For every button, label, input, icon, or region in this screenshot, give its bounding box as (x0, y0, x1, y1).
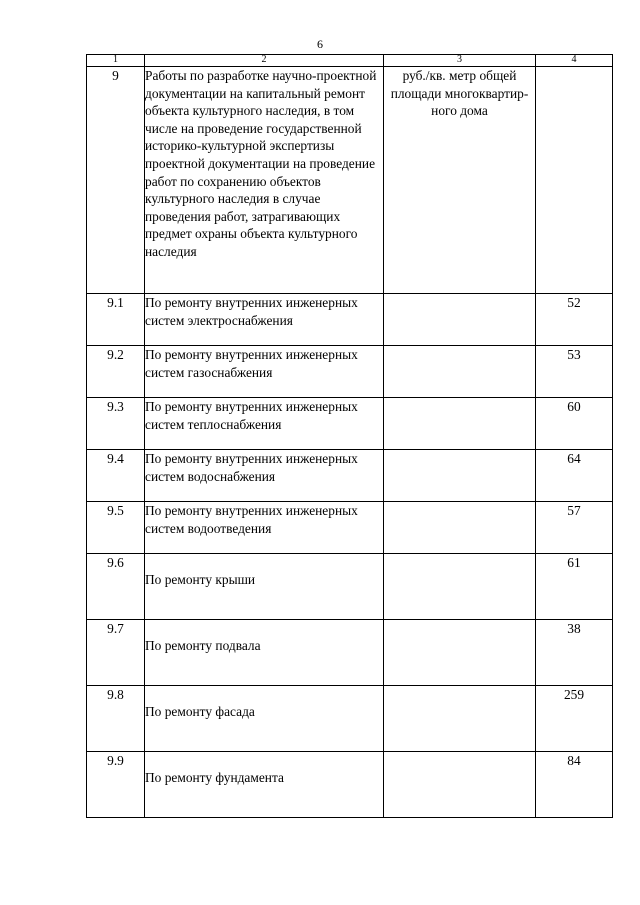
row-unit (384, 752, 536, 818)
row-value: 84 (536, 752, 613, 818)
row-number: 9.2 (87, 346, 145, 398)
row-value: 61 (536, 554, 613, 620)
row-number: 9.4 (87, 450, 145, 502)
row-number: 9.6 (87, 554, 145, 620)
row-unit (384, 294, 536, 346)
table-row-main (87, 67, 613, 294)
row-value: 52 (536, 294, 613, 346)
row-name: По ремонту внутренних инженерных систем водоотведения (145, 502, 384, 554)
row-number: 9.9 (87, 752, 145, 818)
column-number-row (87, 55, 613, 67)
table-row (87, 620, 613, 686)
column-number: 3 (384, 55, 536, 67)
table-row (87, 752, 613, 818)
table-row (87, 686, 613, 752)
row-unit: руб./кв. метр общей площади многоквартир-ного дома (384, 67, 536, 294)
row-unit (384, 686, 536, 752)
row-name: Работы по разработке научно-проектной документации на капитальный ремонт объекта культурного наследия, в том числе на проведение государственной историко-культурной экспертизы проектной документации на проведение работ по сохранению объектов культурного наследия в случае проведения работ, затрагивающих предмет охраны объекта культурного наследия (145, 67, 384, 294)
row-number: 9.7 (87, 620, 145, 686)
column-number: 2 (145, 55, 384, 67)
row-name: По ремонту крыши (145, 554, 384, 620)
table-row (87, 294, 613, 346)
row-value: 38 (536, 620, 613, 686)
row-number: 9 (87, 67, 145, 294)
row-name: По ремонту внутренних инженерных систем газоснабжения (145, 346, 384, 398)
row-number: 9.3 (87, 398, 145, 450)
row-unit (384, 450, 536, 502)
row-number: 9.8 (87, 686, 145, 752)
row-unit (384, 554, 536, 620)
column-number: 4 (536, 55, 613, 67)
row-name: По ремонту фасада (145, 686, 384, 752)
row-value: 64 (536, 450, 613, 502)
row-number: 9.1 (87, 294, 145, 346)
row-number: 9.5 (87, 502, 145, 554)
row-value: 53 (536, 346, 613, 398)
row-name: По ремонту фундамента (145, 752, 384, 818)
table-row (87, 554, 613, 620)
row-unit (384, 620, 536, 686)
row-name: По ремонту внутренних инженерных систем водоснабжения (145, 450, 384, 502)
row-value: 57 (536, 502, 613, 554)
table-row (87, 398, 613, 450)
row-unit (384, 398, 536, 450)
column-number: 1 (87, 55, 145, 67)
cost-table (86, 54, 613, 818)
row-value (536, 67, 613, 294)
table-row (87, 502, 613, 554)
row-name: По ремонту внутренних инженерных систем теплоснабжения (145, 398, 384, 450)
row-value: 60 (536, 398, 613, 450)
page-number: 6 (317, 37, 323, 51)
row-unit (384, 346, 536, 398)
row-name: По ремонту подвала (145, 620, 384, 686)
row-unit (384, 502, 536, 554)
table-row (87, 346, 613, 398)
row-name: По ремонту внутренних инженерных систем электроснабжения (145, 294, 384, 346)
table-row (87, 450, 613, 502)
row-value: 259 (536, 686, 613, 752)
